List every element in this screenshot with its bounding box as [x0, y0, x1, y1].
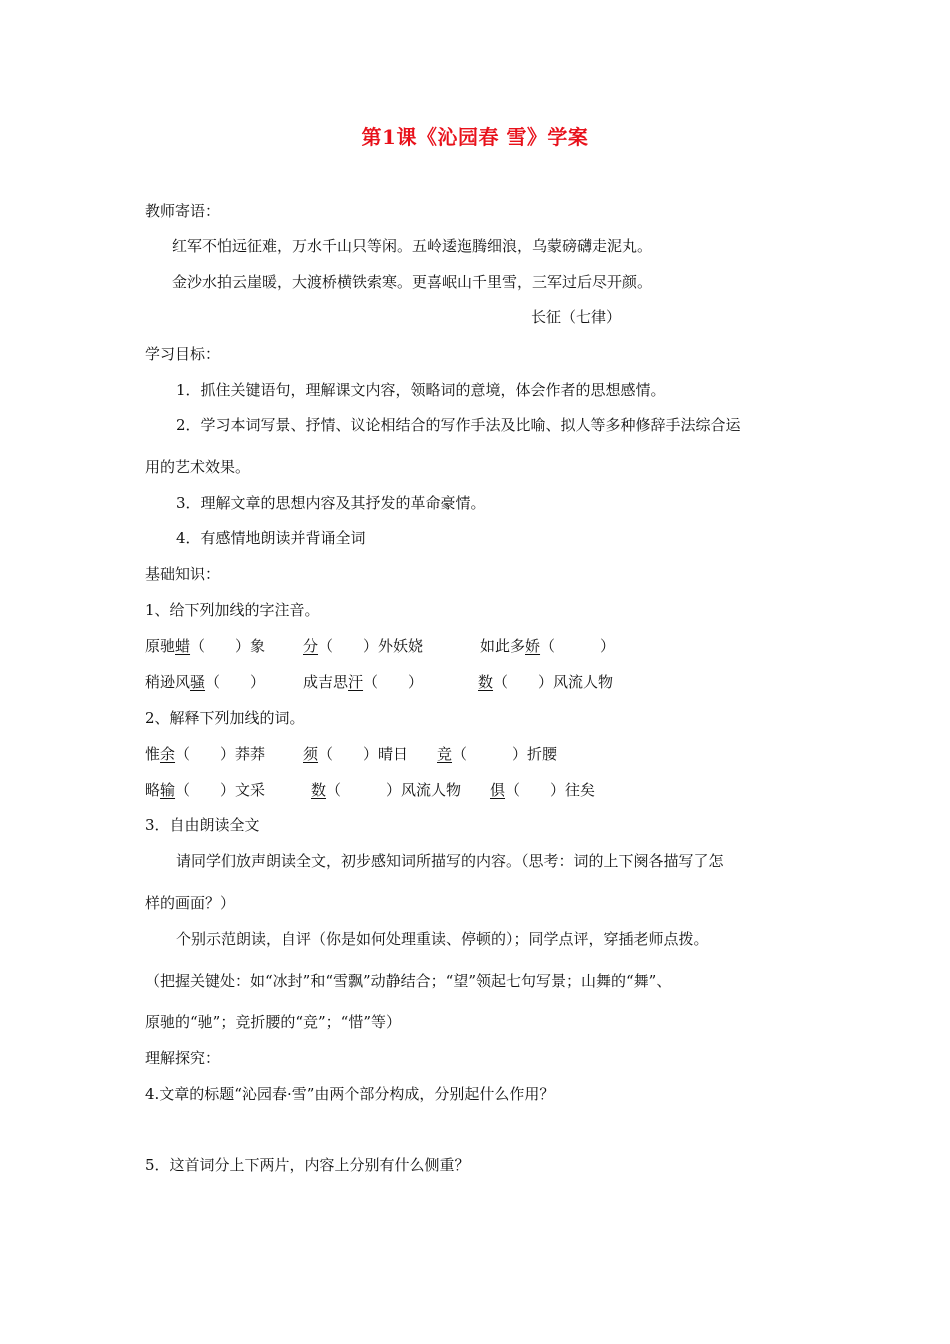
explain-item-shu: 略输（ ）文采: [145, 781, 266, 799]
reading-para-2-line-1: 个别示范朗读，自评（你是如何处理重读、停顿的）；同学点评，穿插老师点拨。: [176, 930, 709, 948]
goal-2-line-1: 2．学习本词写景、抒情、议论相结合的写作手法及比喻、拟人等多种修辞手法综合运: [176, 416, 741, 434]
reading-para-2-line-3: 原驰的“驰”；竞折腰的“竞”；“惜”等）: [145, 1013, 402, 1031]
pinyin-item-han: 成吉思汗（ ）: [303, 673, 424, 691]
poem-line-2: 金沙水拍云崖暖，大渡桥横铁索寒。更喜岷山千里雪，三军过后尽开颜。: [172, 273, 653, 291]
reading-para-1-line-1: 请同学们放声朗读全文，初步感知词所描写的内容。（思考：词的上下阕各描写了怎: [176, 852, 724, 870]
goal-2-line-2: 用的艺术效果。: [145, 458, 251, 476]
basics-heading: 基础知识：: [145, 565, 221, 583]
explain-item-ju: 俱（ ）往矣: [490, 781, 596, 799]
reading-para-1-line-2: 样的画面？）: [145, 894, 236, 912]
goal-4: 4．有感情地朗读并背诵全词: [176, 529, 366, 547]
teacher-words-heading: 教师寄语：: [145, 202, 221, 220]
poem-source: 长征（七律）: [531, 308, 622, 326]
goals-heading: 学习目标：: [145, 345, 221, 363]
document-title: 第1课《沁园春 雪》学案: [361, 125, 589, 149]
goal-3: 3．理解文章的思想内容及其抒发的革命豪情。: [176, 494, 486, 512]
goal-1: 1．抓住关键语句，理解课文内容，领略词的意境，体会作者的思想感情。: [176, 381, 666, 399]
poem-line-1: 红军不怕远征难，万水千山只等闲。五岭逶迤腾细浪，乌蒙磅礴走泥丸。: [172, 237, 653, 255]
pinyin-item-shu: 数（ ）风流人物: [478, 673, 614, 691]
explore-heading: 理解探究：: [145, 1049, 221, 1067]
question-5: 5．这首词分上下两片，内容上分别有什么侧重？: [145, 1156, 470, 1174]
explain-item-xu: 须（ ）晴日: [303, 745, 409, 763]
pinyin-item-la: 原驰蜡（ ）象: [145, 637, 266, 655]
reading-para-2-line-2: （把握关键处：如“冰封”和“雪飘”动静结合；“望”领起七句写景；山舞的“舞”、: [145, 972, 672, 990]
explain-item-jing: 竞（ ）折腰: [437, 745, 558, 763]
pinyin-item-jiao: 如此多娇（ ）: [480, 637, 616, 655]
question-3: 3．自由朗读全文: [145, 816, 260, 834]
question-4: 4.文章的标题“沁园春·雪”由两个部分构成，分别起什么作用？: [145, 1085, 555, 1103]
explain-item-shu-2: 数（ ）风流人物: [311, 781, 462, 799]
pinyin-item-fen: 分（ ）外妖娆: [303, 637, 424, 655]
question-2: 2、解释下列加线的词。: [145, 709, 305, 727]
pinyin-item-sao: 稍逊风骚（ ）: [145, 673, 266, 691]
question-1: 1、给下列加线的字注音。: [145, 601, 320, 619]
explain-item-yu: 惟余（ ）莽莽: [145, 745, 266, 763]
